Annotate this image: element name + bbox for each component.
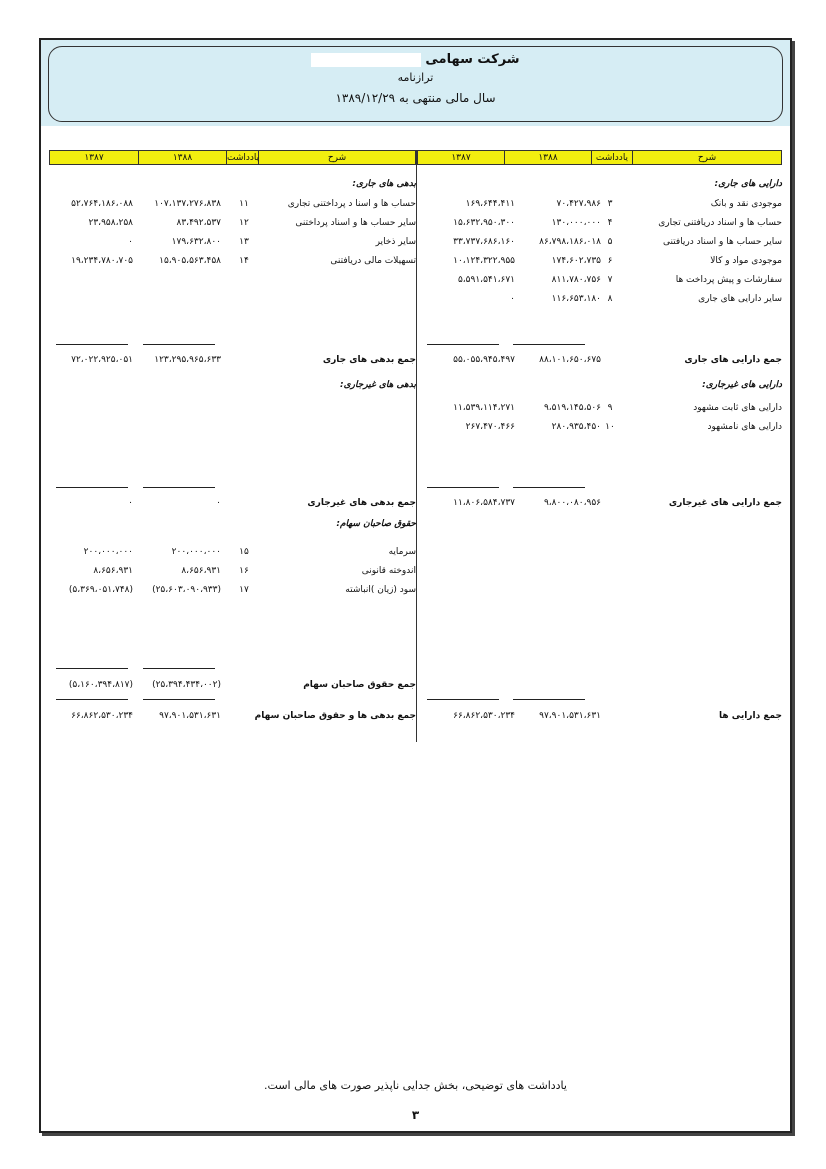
row-label: سایر حساب ها و اسناد دریافتنی (662, 237, 782, 247)
noncurrent-liabilities-total-1387: ۰ (128, 498, 133, 508)
row-1387: ۲۳،۹۵۸،۲۵۸ (88, 218, 133, 228)
total-rule (143, 699, 215, 700)
row-1387: ۵،۵۹۱،۵۴۱،۶۷۱ (457, 275, 515, 285)
assets-grand-total-1388: ۹۷،۹۰۱،۵۳۱،۶۳۱ (539, 711, 601, 721)
row-1387: ۸،۶۵۶،۹۳۱ (93, 566, 133, 576)
row-label: موجودی مواد و کالا (710, 256, 782, 266)
company-name: شرکت سهامی (49, 52, 782, 67)
row-1388: ۱۷۴،۶۰۲،۷۳۵ (551, 256, 601, 266)
row-1387: ۳۳،۷۳۷،۶۸۶،۱۶۰ (453, 237, 515, 247)
equity-total-label: جمع حقوق صاحبان سهام (303, 680, 416, 690)
row-label: حساب ها و اسنا د پرداختنی تجاری (287, 199, 416, 209)
total-rule (513, 344, 585, 345)
row-1388: (۲۵،۶۰۳،۰۹۰،۹۳۳) (152, 585, 221, 595)
liab-col-1388: ۱۳۸۸ (138, 150, 227, 165)
current-assets-total-label: جمع دارایی های جاری (684, 355, 782, 365)
row-label: سود (زیان )انباشته (345, 585, 416, 595)
row-note: ۶ (607, 256, 613, 266)
noncurrent-liabilities-heading: بدهی های غیرجاری: (340, 380, 416, 390)
row-note: ۹ (607, 403, 613, 413)
liab-col-1387: ۱۳۸۷ (49, 150, 139, 165)
row-1387: ۱۰،۱۲۴،۳۲۲،۹۵۵ (453, 256, 515, 266)
page-frame (39, 38, 792, 1133)
liab-equity-grand-total-1387: ۶۶،۸۶۲،۵۳۰،۲۳۴ (71, 711, 133, 721)
row-1387: ۱۶۹،۶۴۴،۴۱۱ (465, 199, 515, 209)
equity-total-1388: (۲۵،۳۹۴،۴۳۴،۰۰۲) (152, 680, 221, 690)
row-1387: ۱۵،۶۳۲،۹۵۰،۳۰۰ (453, 218, 515, 228)
row-1387: ۲۶۷،۴۷۰،۴۶۶ (465, 422, 515, 432)
row-label: سایر حساب ها و اسناد پرداختنی (295, 218, 416, 228)
row-1388: ۲۸۰،۹۳۵،۴۵۰ (551, 422, 601, 432)
assets-col-note: یادداشت (591, 150, 633, 165)
redacted-name (311, 53, 421, 67)
total-rule (427, 699, 499, 700)
total-rule (56, 668, 128, 669)
row-1387: ۰ (510, 294, 515, 304)
row-1387: ۲۰۰،۰۰۰،۰۰۰ (83, 547, 133, 557)
row-1388: ۸۱۱،۷۸۰،۷۵۶ (551, 275, 601, 285)
assets-col-1387: ۱۳۸۷ (417, 150, 505, 165)
noncurrent-assets-total-1387: ۱۱،۸۰۶،۵۸۴،۷۳۷ (453, 498, 515, 508)
row-note: ۱۳ (239, 237, 249, 247)
row-note: ۷ (607, 275, 613, 285)
row-1388: ۱۱۶،۶۵۳،۱۸۰ (551, 294, 601, 304)
row-1388: ۷۰،۴۲۷،۹۸۶ (556, 199, 601, 209)
row-1388: ۱۵،۹۰۵،۵۶۳،۴۵۸ (159, 256, 221, 266)
total-rule (143, 487, 215, 488)
current-liabilities-total-1387: ۷۲،۰۲۲،۹۲۵،۰۵۱ (71, 355, 133, 365)
row-label: حساب ها و اسناد دریافتنی تجاری (658, 218, 782, 228)
document-title: ترازنامه (397, 71, 434, 84)
row-note: ۱۲ (239, 218, 249, 228)
row-1387: (۵،۳۶۹،۰۵۱،۷۴۸) (68, 585, 133, 595)
row-note: ۱۶ (239, 566, 249, 576)
row-label: سایر ذخایر (375, 237, 416, 247)
total-rule (427, 487, 499, 488)
row-label: سرمایه (388, 547, 416, 557)
row-label: سفارشات و پیش پرداخت ها (675, 275, 782, 285)
row-label: تسهیلات مالی دریافتنی (330, 256, 416, 266)
row-1388: ۲۰۰،۰۰۰،۰۰۰ (171, 547, 221, 557)
row-1388: ۱۰۷،۱۳۷،۲۷۶،۸۳۸ (154, 199, 221, 209)
row-note: ۱۴ (239, 256, 249, 266)
total-rule (143, 668, 215, 669)
row-note: ۸ (607, 294, 613, 304)
total-rule (56, 699, 128, 700)
current-liabilities-heading: بدهی های جاری: (352, 179, 416, 189)
footer-note: یادداشت های توضیحی، بخش جدایی ناپذیر صورت های مالی است. (264, 1079, 567, 1092)
row-note: ۱۵ (239, 547, 249, 557)
current-assets-total-1388: ۸۸،۱۰۱،۶۵۰،۶۷۵ (539, 355, 601, 365)
row-1388: ۱۳۰،۰۰۰،۰۰۰ (551, 218, 601, 228)
noncurrent-assets-total-1388: ۹،۸۰۰،۰۸۰،۹۵۶ (543, 498, 601, 508)
row-label: موجودی نقد و بانک (710, 199, 782, 209)
total-rule (513, 699, 585, 700)
row-note: ۳ (607, 199, 613, 209)
fiscal-period: سال مالی منتهی به ۱۳۸۹/۱۲/۲۹ (335, 91, 496, 105)
equity-total-1387: (۵،۱۶۰،۳۹۴،۸۱۷) (68, 680, 133, 690)
current-liabilities-total-label: جمع بدهی های جاری (322, 355, 416, 365)
row-note: ۱۰ (605, 422, 615, 432)
row-1388: ۸۳،۴۹۲،۵۳۷ (176, 218, 221, 228)
total-rule (56, 487, 128, 488)
assets-grand-total-1387: ۶۶،۸۶۲،۵۳۰،۲۳۴ (453, 711, 515, 721)
total-rule (513, 487, 585, 488)
page-number: ۳ (411, 1108, 420, 1122)
header-box (48, 46, 783, 122)
noncurrent-liabilities-total-label: جمع بدهی های غیرجاری (307, 498, 416, 508)
row-1388: ۱۷۹،۶۳۲،۸۰۰ (171, 237, 221, 247)
row-1388: ۸۶،۷۹۸،۱۸۶،۰۱۸ (539, 237, 601, 247)
row-1388: ۹،۵۱۹،۱۴۵،۵۰۶ (543, 403, 601, 413)
column-divider (416, 150, 417, 742)
total-rule (143, 344, 215, 345)
row-note: ۵ (607, 237, 613, 247)
row-label: سایر دارایی های جاری (698, 294, 782, 304)
row-1387: ۱۱،۵۳۹،۱۱۴،۲۷۱ (453, 403, 515, 413)
total-rule (427, 344, 499, 345)
row-1387: ۰ (128, 237, 133, 247)
equity-heading: حقوق صاحبان سهام: (336, 519, 416, 529)
current-liabilities-total-1388: ۱۲۳،۲۹۵،۹۶۵،۶۳۳ (154, 355, 221, 365)
noncurrent-liabilities-total-1388: ۰ (216, 498, 221, 508)
current-assets-total-1387: ۵۵،۰۵۵،۹۴۵،۴۹۷ (453, 355, 515, 365)
noncurrent-assets-total-label: جمع دارایی های غیرجاری (668, 498, 782, 508)
liab-col-desc: شرح (258, 150, 416, 165)
row-note: ۱۷ (239, 585, 249, 595)
noncurrent-assets-heading: دارایی های غیرجاری: (702, 380, 782, 390)
liab-equity-grand-total-label: جمع بدهی ها و حقوق صاحبان سهام (254, 711, 416, 721)
row-label: دارایی های نامشهود (707, 422, 782, 432)
liab-col-note: یادداشت (226, 150, 259, 165)
row-1387: ۱۹،۲۳۴،۷۸۰،۷۰۵ (71, 256, 133, 266)
total-rule (56, 344, 128, 345)
liab-equity-grand-total-1388: ۹۷،۹۰۱،۵۳۱،۶۳۱ (159, 711, 221, 721)
assets-grand-total-label: جمع دارایی ها (718, 711, 782, 721)
row-label: اندوخته قانونی (361, 566, 416, 576)
assets-col-1388: ۱۳۸۸ (504, 150, 592, 165)
current-assets-heading: دارایی های جاری: (714, 179, 782, 189)
row-1388: ۸،۶۵۶،۹۳۱ (181, 566, 221, 576)
row-label: دارایی های ثابت مشهود (693, 403, 782, 413)
row-note: ۱۱ (239, 199, 249, 209)
header-band (41, 40, 790, 126)
assets-col-desc: شرح (632, 150, 782, 165)
row-1387: ۵۲،۷۶۴،۱۸۶،۰۸۸ (71, 199, 133, 209)
row-note: ۴ (607, 218, 613, 228)
